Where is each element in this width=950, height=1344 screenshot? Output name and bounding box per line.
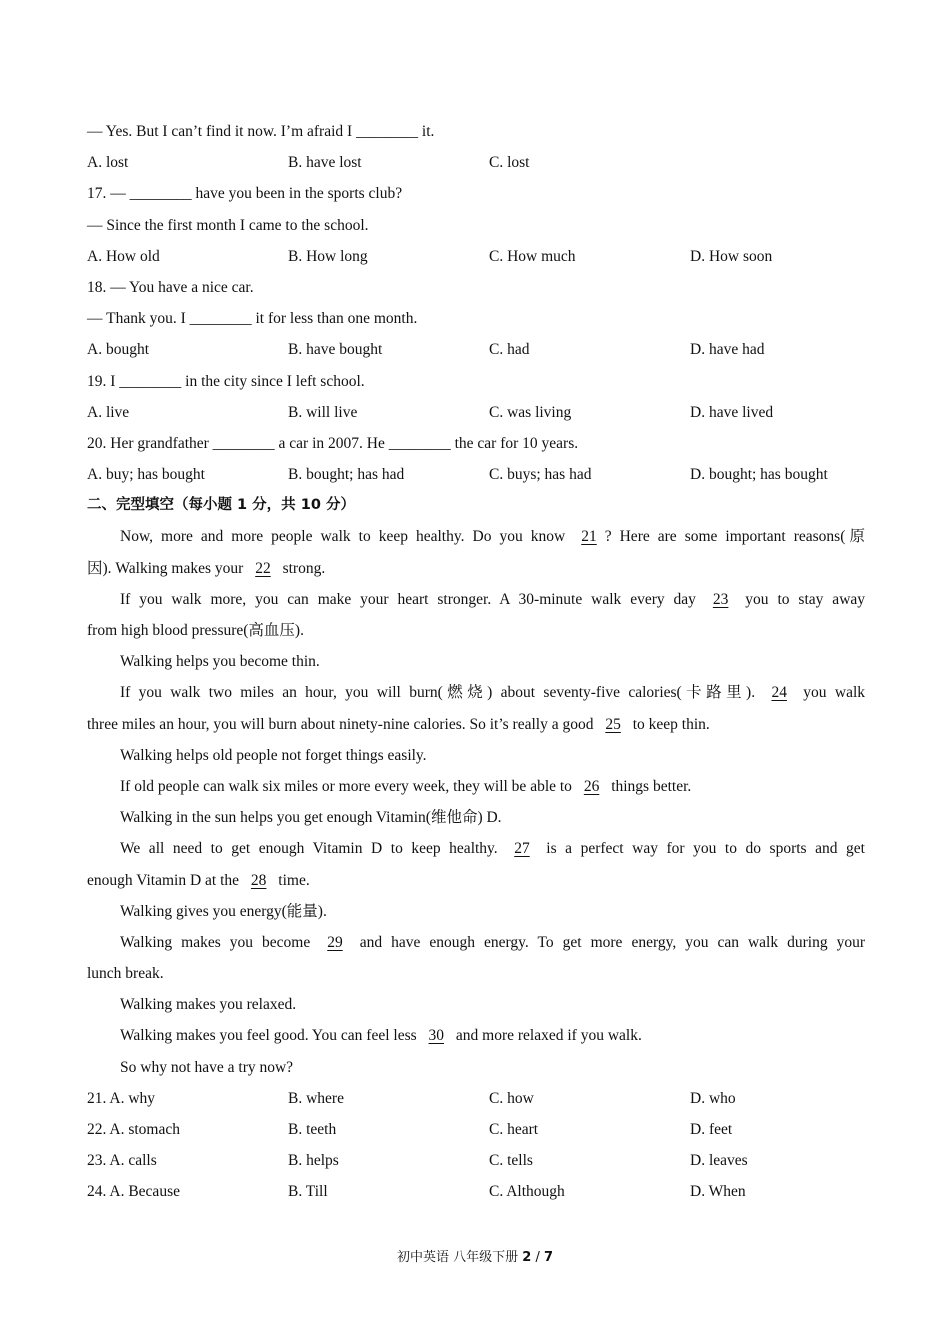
blank-21: 21 — [581, 528, 597, 546]
page-number: 2 — [522, 1250, 532, 1265]
footer-label: 初中英语 八年级下册 — [396, 1250, 519, 1265]
option-a: A. bought — [87, 341, 149, 359]
question-24-options — [87, 1176, 865, 1207]
question-21-options — [87, 1083, 865, 1114]
option-c: C. lost — [489, 154, 530, 172]
question-20-stem: 20. Her grandfather ________ a car in 2007. He ________ the car for 10 years. — [87, 434, 579, 452]
passage-text: three miles an hour, you will burn about ninety-nine calories. So it’s really a good — [87, 715, 594, 733]
option-b: B. Till — [288, 1183, 328, 1201]
passage-line: Walking makes you relaxed. — [120, 996, 297, 1014]
section-title: 二、完型填空（每小题 1 分，共 10 分） — [87, 497, 355, 514]
exam-page — [87, 116, 865, 1208]
question-19-stem: 19. I ________ in the city since I left school. — [87, 372, 365, 390]
option-c: C. was living — [489, 403, 572, 421]
option-d: D. have lived — [690, 403, 774, 421]
passage-line — [87, 677, 865, 708]
blank-26: 26 — [583, 777, 600, 795]
option-b: B. have lost — [288, 154, 362, 172]
passage-line — [87, 1020, 865, 1051]
passage-line: lunch break. — [87, 965, 164, 983]
passage-text: and more relaxed if you walk. — [455, 1027, 642, 1045]
question-19-options — [87, 397, 865, 428]
question-17-stem: 17. — ________ have you been in the sports club? — [87, 185, 403, 203]
page-total: 7 — [543, 1250, 554, 1265]
passage-text: you to stay away — [745, 590, 866, 608]
passage-text: Walking makes you become — [120, 933, 311, 951]
option-d: D. How soon — [690, 247, 773, 265]
passage-text: Now, more and more people walk to keep healthy. Do you know — [120, 528, 566, 546]
passage-line: Walking gives you energy(能量). — [120, 902, 327, 920]
option-d: D. feet — [690, 1121, 733, 1138]
option-c: C. had — [489, 341, 530, 359]
option-b: B. teeth — [288, 1121, 337, 1138]
option-d: D. When — [690, 1183, 746, 1201]
passage-line: So why not have a try now? — [120, 1058, 294, 1076]
question-17-reply: — Since the first month I came to the school. — [87, 216, 369, 234]
passage-text: is a perfect way for you to do sports and get — [546, 840, 865, 858]
passage-text: things better. — [611, 777, 692, 795]
option-a: A. lost — [87, 154, 129, 172]
option-b: B. bought; has had — [288, 466, 405, 484]
question-18-reply: — Thank you. I ________ it for less than one month. — [87, 310, 418, 328]
passage-line: Walking in the sun helps you get enough Vitamin(维他命) D. — [120, 809, 502, 827]
option-a: A. How old — [87, 247, 160, 265]
passage-text: If old people can walk six miles or more every week, they will be able to — [120, 777, 572, 795]
passage-line — [87, 709, 865, 740]
passage-text: Walking makes you feel good. You can feel less — [120, 1027, 417, 1045]
blank-28: 28 — [250, 871, 267, 889]
page-footer — [0, 1246, 950, 1265]
passage-text: If you walk two miles an hour, you will burn(燃烧) about seventy-five calories(卡路里). — [120, 684, 756, 702]
question-17-options — [87, 241, 865, 272]
option-a: 21. A. why — [87, 1089, 156, 1107]
question-18-options — [87, 334, 865, 365]
question-16-reply: — Yes. But I can’t find it now. I’m afraid I ________ it. — [87, 123, 435, 140]
passage-line — [87, 865, 865, 896]
option-b: B. have bought — [288, 341, 383, 359]
option-b: B. will live — [288, 403, 358, 421]
blank-23: 23 — [712, 590, 729, 608]
page-separator: / — [535, 1250, 540, 1265]
passage-text: enough Vitamin D at the — [87, 871, 240, 889]
question-20-options — [87, 459, 865, 490]
option-c: C. tells — [489, 1152, 533, 1170]
passage-text: and have enough energy. To get more energy, you can walk during your — [359, 933, 866, 951]
passage-line: Walking helps you become thin. — [120, 653, 320, 671]
passage-line — [87, 584, 865, 615]
passage-line — [87, 927, 865, 958]
passage-line — [87, 521, 865, 552]
option-d: D. have had — [690, 341, 765, 359]
passage-line: from high blood pressure(高血压). — [87, 622, 304, 639]
option-b: B. helps — [288, 1152, 339, 1170]
passage-text: time. — [278, 871, 310, 889]
passage-line — [87, 833, 865, 864]
passage-line — [87, 553, 865, 584]
option-d: D. leaves — [690, 1152, 748, 1170]
option-c: C. how — [489, 1089, 534, 1107]
blank-24: 24 — [771, 684, 787, 702]
blank-25: 25 — [605, 715, 621, 733]
question-23-options — [87, 1145, 865, 1176]
blank-29: 29 — [327, 933, 343, 951]
option-c: C. Although — [489, 1183, 565, 1201]
question-18-stem: 18. — You have a nice car. — [87, 278, 254, 296]
option-c: C. heart — [489, 1121, 539, 1138]
passage-line: Walking helps old people not forget things easily. — [120, 746, 427, 764]
option-d: D. who — [690, 1089, 736, 1107]
option-a: 23. A. calls — [87, 1152, 157, 1170]
blank-27: 27 — [514, 840, 530, 858]
passage-text: 因). Walking makes your — [87, 559, 244, 577]
option-a: 22. A. stomach — [87, 1121, 180, 1138]
passage-line — [87, 771, 865, 802]
option-a: 24. A. Because — [87, 1183, 180, 1201]
passage-text: you walk — [803, 684, 866, 702]
option-b: B. where — [288, 1089, 344, 1107]
passage-text: ? Here are some important reasons(原 — [604, 528, 866, 546]
blank-30: 30 — [428, 1027, 445, 1045]
blank-22: 22 — [255, 559, 271, 577]
option-c: C. buys; has had — [489, 466, 592, 484]
passage-text: If you walk more, you can make your heart stronger. A 30-minute walk every day — [120, 590, 696, 608]
option-b: B. How long — [288, 247, 368, 265]
passage-text: to keep thin. — [632, 715, 710, 733]
option-a: A. live — [87, 403, 130, 421]
question-16-options — [87, 147, 865, 178]
passage-text: We all need to get enough Vitamin D to keep healthy. — [120, 840, 498, 858]
option-d: D. bought; has bought — [690, 466, 828, 484]
question-22-options — [87, 1114, 865, 1145]
passage-text: strong. — [282, 559, 326, 577]
option-c: C. How much — [489, 247, 576, 265]
option-a: A. buy; has bought — [87, 466, 205, 484]
